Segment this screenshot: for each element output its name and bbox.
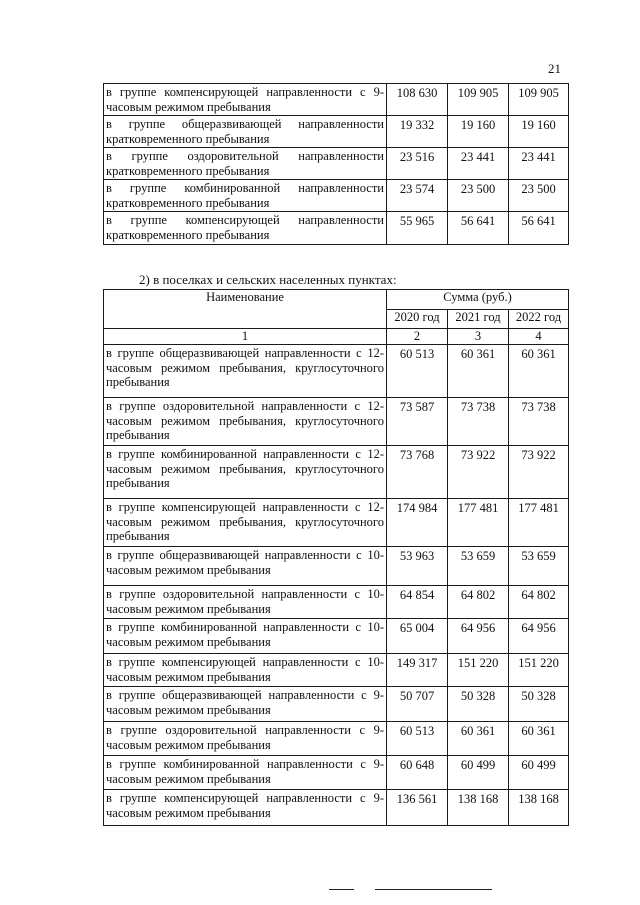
value-2020: 149 317: [387, 654, 448, 687]
value-2021: 60 499: [448, 756, 509, 790]
cost-table-villages: [103, 289, 569, 826]
value-2021: 73 922: [448, 446, 509, 499]
row-name: в группе компенсирующей направленности кратковременного пребывания: [104, 212, 387, 245]
value-2020: 65 004: [387, 619, 448, 654]
value-2021: 60 361: [448, 345, 509, 398]
table-row: [104, 148, 569, 180]
page-number: 21: [548, 61, 561, 76]
value-2022: 73 738: [509, 398, 569, 446]
value-2020: 19 332: [387, 116, 448, 148]
row-name: в группе компенсирующей направленности с 9-часовым режимом пребывания: [104, 84, 387, 116]
value-2022: 177 481: [509, 499, 569, 547]
row-name: в группе общеразвивающей направленности кратковременного пребывания: [104, 116, 387, 148]
table-row: [104, 499, 569, 547]
row-name: в группе компенсирующей направленности с 12-часовым режимом пребывания, круглосуточного пребывания: [104, 499, 387, 547]
value-2022: 60 361: [509, 345, 569, 398]
value-2022: 56 641: [509, 212, 569, 245]
value-2021: 60 361: [448, 722, 509, 756]
row-name: в группе общеразвивающей направленности с 9-часовым режимом пребывания: [104, 687, 387, 722]
value-2020: 108 630: [387, 84, 448, 116]
row-name: в группе комбинированной направленности кратковременного пребывания: [104, 180, 387, 212]
table-row: [104, 446, 569, 499]
value-2022: 23 500: [509, 180, 569, 212]
value-2020: 64 854: [387, 586, 448, 619]
value-2021: 23 500: [448, 180, 509, 212]
header-year-2022: 2022 год: [509, 310, 569, 329]
row-name: в группе компенсирующей направленности с 9-часовым режимом пребывания: [104, 790, 387, 826]
value-2021: 53 659: [448, 547, 509, 586]
table-row: [104, 212, 569, 245]
header-year-2020: 2020 год: [387, 310, 448, 329]
table-row: [104, 586, 569, 619]
value-2020: 73 768: [387, 446, 448, 499]
table-row: [104, 722, 569, 756]
header-sum: Сумма (руб.): [387, 290, 569, 310]
value-2022: 64 956: [509, 619, 569, 654]
table-row: [104, 398, 569, 446]
value-2021: 73 738: [448, 398, 509, 446]
header-row: [104, 290, 569, 310]
value-2020: 60 513: [387, 722, 448, 756]
column-number: 2: [387, 329, 448, 345]
value-2021: 138 168: [448, 790, 509, 826]
value-2022: 53 659: [509, 547, 569, 586]
value-2021: 177 481: [448, 499, 509, 547]
value-2021: 64 802: [448, 586, 509, 619]
header-name: Наименование: [104, 290, 387, 329]
value-2020: 174 984: [387, 499, 448, 547]
value-2020: 55 965: [387, 212, 448, 245]
row-name: в группе комбинированной направленности с 9-часовым режимом пребывания: [104, 756, 387, 790]
value-2020: 53 963: [387, 547, 448, 586]
value-2022: 64 802: [509, 586, 569, 619]
table-row: [104, 180, 569, 212]
value-2020: 136 561: [387, 790, 448, 826]
row-name: в группе оздоровительной направленности с 10-часовым режимом пребывания: [104, 586, 387, 619]
table-row: [104, 654, 569, 687]
value-2022: 50 328: [509, 687, 569, 722]
value-2022: 109 905: [509, 84, 569, 116]
value-2020: 23 574: [387, 180, 448, 212]
value-2021: 19 160: [448, 116, 509, 148]
row-name: в группе оздоровительной направленности кратковременного пребывания: [104, 148, 387, 180]
row-name: в группе комбинированной направленности с 12-часовым режимом пребывания, круглосуточного пребывания: [104, 446, 387, 499]
table-row: [104, 756, 569, 790]
row-name: в группе общеразвивающей направленности с 10-часовым режимом пребывания: [104, 547, 387, 586]
value-2021: 56 641: [448, 212, 509, 245]
value-2021: 64 956: [448, 619, 509, 654]
value-2021: 109 905: [448, 84, 509, 116]
table-row: [104, 84, 569, 116]
value-2020: 60 513: [387, 345, 448, 398]
table-row: [104, 345, 569, 398]
value-2021: 151 220: [448, 654, 509, 687]
column-number: 1: [104, 329, 387, 345]
value-2021: 23 441: [448, 148, 509, 180]
row-name: в группе комбинированной направленности с 10-часовым режимом пребывания: [104, 619, 387, 654]
table-row: [104, 547, 569, 586]
cost-table-continued: [103, 83, 569, 245]
row-name: в группе компенсирующей направленности с 10-часовым режимом пребывания: [104, 654, 387, 687]
value-2020: 73 587: [387, 398, 448, 446]
table-row: [104, 790, 569, 826]
row-name: в группе оздоровительной направленности с 12-часовым режимом пребывания, круглосуточного пребывания: [104, 398, 387, 446]
value-2020: 50 707: [387, 687, 448, 722]
row-name: в группе оздоровительной направленности с 9-часовым режимом пребывания: [104, 722, 387, 756]
value-2022: 19 160: [509, 116, 569, 148]
column-number: 4: [509, 329, 569, 345]
value-2022: 60 361: [509, 722, 569, 756]
column-number: 3: [448, 329, 509, 345]
value-2020: 60 648: [387, 756, 448, 790]
value-2020: 23 516: [387, 148, 448, 180]
table-row: [104, 687, 569, 722]
signature-line-long: [375, 889, 492, 890]
table-row: [104, 116, 569, 148]
value-2022: 138 168: [509, 790, 569, 826]
header-year-2021: 2021 год: [448, 310, 509, 329]
value-2021: 50 328: [448, 687, 509, 722]
column-number-row: [104, 329, 569, 345]
value-2022: 23 441: [509, 148, 569, 180]
value-2022: 60 499: [509, 756, 569, 790]
value-2022: 151 220: [509, 654, 569, 687]
row-name: в группе общеразвивающей направленности с 12-часовым режимом пребывания, круглосуточного пребывания: [104, 345, 387, 398]
signature-line-short: [329, 889, 354, 890]
table-row: [104, 619, 569, 654]
value-2022: 73 922: [509, 446, 569, 499]
section-title: 2) в поселках и сельских населенных пунктах:: [139, 272, 397, 287]
